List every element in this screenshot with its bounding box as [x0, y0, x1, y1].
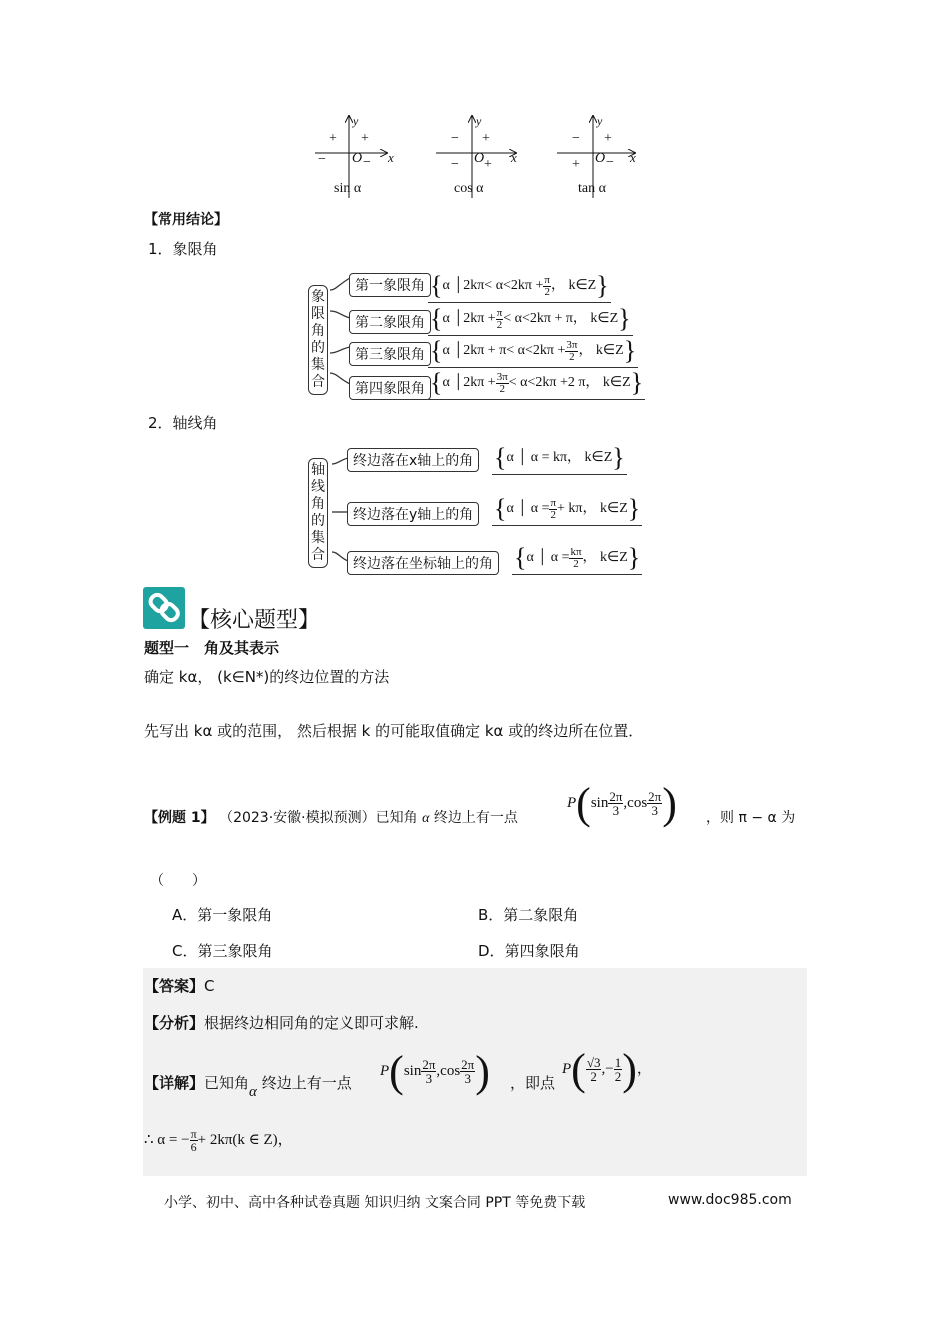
option-a[interactable]: A．第一象限角	[172, 906, 273, 924]
method-desc: 先写出 kα 或的范围， 然后根据 k 的可能取值确定 kα 或的终边所在位置．	[144, 722, 644, 740]
detail-ji-dian: ，即点	[510, 1074, 556, 1092]
diagram-caption: sin α	[334, 181, 362, 196]
y-axis-label: y	[353, 114, 359, 128]
detail-line-1: 【详解】已知角α 终边上有一点	[144, 1074, 352, 1100]
item1-title: 1．象限角	[148, 240, 218, 258]
quadrant-sign: −	[606, 155, 614, 170]
x-axis-label: x	[388, 150, 394, 165]
axis-group-label: 轴 线 角 的 集 合	[308, 458, 328, 568]
core-heading: 【核心题型】	[188, 608, 321, 633]
quadrant-set-expr: {α │2kπ< α<2kπ + $\frac{\pi}{2}$ ， k∈Z}	[428, 271, 611, 303]
quadrant-row-label: 第四象限角	[349, 376, 431, 400]
x-axis-label: x	[630, 150, 636, 165]
answer-blank: （ ）	[150, 873, 206, 889]
detail-point: P(sin $\frac{2\pi}{3}$ ,cos $\frac{2\pi}{3}$ )	[380, 1047, 490, 1096]
detail-point-2: P( $\frac{√3}{2}$ ,− $\frac{1}{2}$ )，	[562, 1045, 652, 1094]
quadrant-set-expr: {α │2kπ + π< α<2kπ + $\frac{3\pi}{2}$ ， k∈Z}	[428, 336, 638, 368]
answer-line: 【答案】C	[144, 977, 215, 995]
quadrant-row-label: 第二象限角	[349, 310, 431, 334]
quadrant-set-expr: {α │2kπ + $\frac{3\pi}{2}$ < α<2kπ +2 π， k∈Z}	[428, 368, 645, 400]
origin-label: O	[352, 151, 363, 166]
footer-text: 小学、初中、高中各种试卷真题 知识归纳 文案合同 PPT 等免费下载	[164, 1195, 586, 1211]
quadrant-group-label: 象 限 角 的 集 合	[308, 285, 328, 395]
conclusions-heading: 【常用结论】	[144, 212, 228, 228]
analysis-line: 【分析】根据终边相同角的定义即可求解.	[144, 1014, 419, 1032]
axis-row-label: 终边落在坐标轴上的角	[347, 551, 499, 575]
example-tail: ，则 π − α 为	[706, 810, 796, 826]
origin-label: O	[474, 151, 485, 166]
quadrant-sign: −	[451, 157, 459, 172]
footer-url[interactable]: www.doc985.com	[668, 1192, 792, 1208]
axis-set-expr: {α │ α = $\frac{\pi}{2}$ + kπ， k∈Z}	[492, 494, 642, 526]
quadrant-sign: +	[572, 157, 580, 172]
axis-row-label: 终边落在x轴上的角	[347, 448, 479, 472]
y-axis-label: y	[476, 114, 482, 128]
example-question: 【例题 1】 （2023·安徽·模拟预测）已知角 α 终边上有一点	[144, 810, 518, 826]
quadrant-sign: −	[363, 155, 371, 170]
y-axis-label: y	[597, 114, 603, 128]
quadrant-sign: −	[572, 131, 580, 146]
option-b[interactable]: B．第二象限角	[478, 906, 579, 924]
quadrant-sign: +	[604, 131, 612, 146]
option-d[interactable]: D．第四象限角	[478, 942, 580, 960]
quadrant-row-label: 第一象限角	[349, 273, 431, 297]
item2-title: 2．轴线角	[148, 414, 218, 432]
origin-label: O	[595, 151, 606, 166]
axis-row-label: 终边落在y轴上的角	[347, 502, 479, 526]
quadrant-sign: +	[484, 157, 492, 172]
x-axis-label: x	[511, 150, 517, 165]
diagram-caption: tan α	[578, 181, 606, 196]
link-icon	[143, 587, 185, 629]
type1-title: 题型一 角及其表示	[144, 639, 280, 657]
example-point: P(sin $\frac{2\pi}{3}$ ,cos $\frac{2\pi}{3}$ )	[567, 779, 677, 828]
quadrant-row-label: 第三象限角	[349, 342, 431, 366]
axis-set-expr: {α │ α = $\frac{k\pi}{2}$ ， k∈Z}	[512, 543, 642, 575]
diagram-caption: cos α	[454, 181, 484, 196]
quadrant-sign: +	[482, 131, 490, 146]
quadrant-sign: +	[329, 131, 337, 146]
axis-set-expr: {α │ α = kπ， k∈Z}	[492, 443, 627, 475]
quadrant-sign: −	[451, 131, 459, 146]
method-line: 确定 kα， (k∈N*)的终边位置的方法	[144, 668, 390, 686]
quadrant-sign: −	[318, 152, 326, 167]
detail-line-2: ∴ α = − $\frac{\pi}{6}$ + 2kπ(k ∈ Z)，	[144, 1127, 293, 1155]
quadrant-sign: +	[361, 131, 369, 146]
example-tag: 【例题 1】	[144, 810, 215, 826]
option-c[interactable]: C．第三象限角	[172, 942, 273, 960]
quadrant-set-expr: {α │2kπ + $\frac{\pi}{2}$ < α<2kπ + π， k∈Z}	[428, 304, 633, 336]
